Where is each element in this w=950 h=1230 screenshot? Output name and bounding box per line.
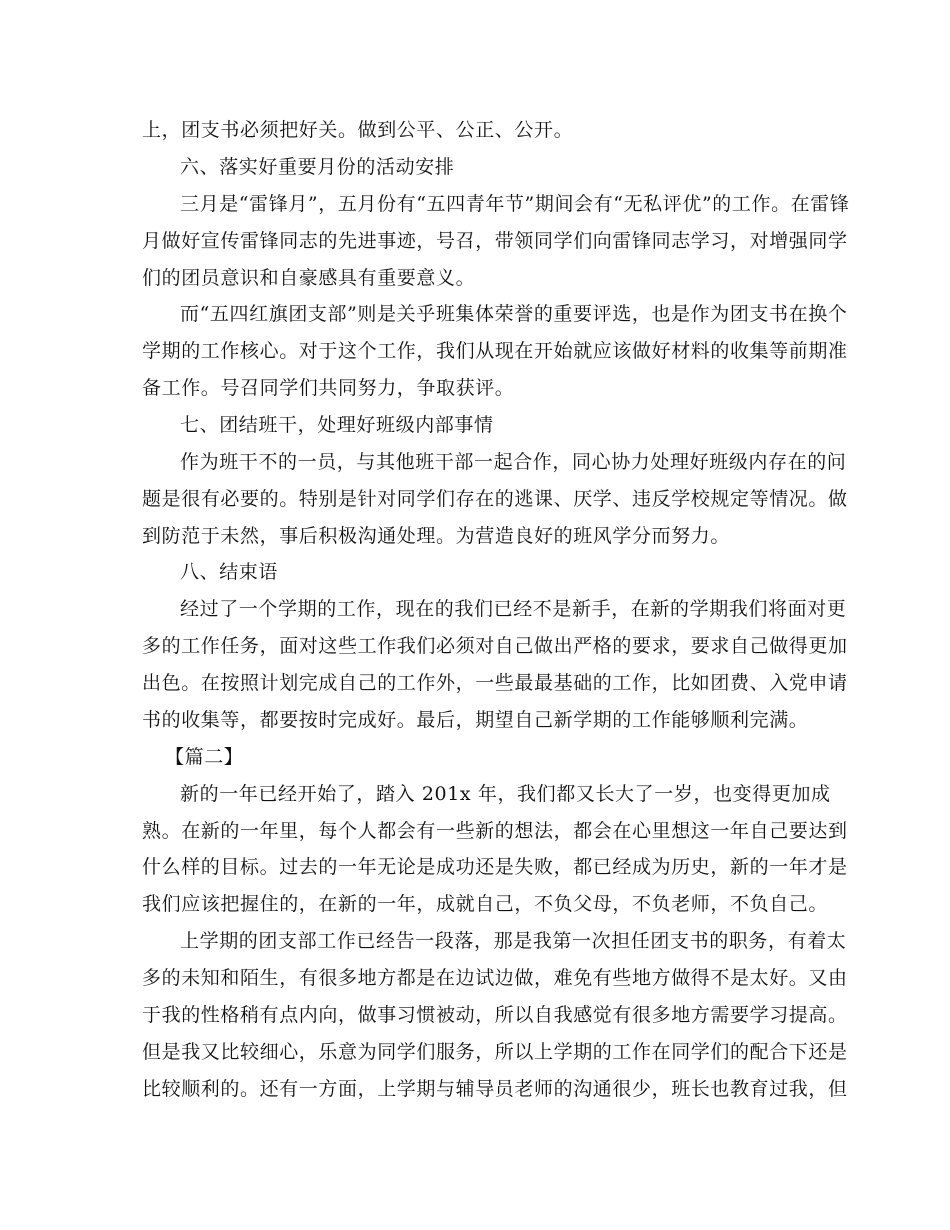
text-line: 月做好宣传雷锋同志的先进事迹，号召，带领同学们向雷锋同志学习，对增强同学 [142, 230, 848, 252]
text-line: 到防范于未然，事后积极沟通处理。为营造良好的班风学分而努力。 [142, 525, 731, 547]
text-line: 但是我又比较细心，乐意为同学们服务，所以上学期的工作在同学们的配合下还是 [142, 1041, 848, 1063]
text-line: 出色。在按照计划完成自己的工作外，一些最最基础的工作，比如团费、入党申请 [142, 672, 848, 694]
text-line: 比较顺利的。还有一方面，上学期与辅导员老师的沟通很少，班长也教育过我，但 [142, 1078, 848, 1100]
text-line: 经过了一个学期的工作，现在的我们已经不是新手，在新的学期我们将面对更 [180, 598, 847, 620]
text-line: 作为班干不的一员，与其他班干部一起合作，同心协力处理好班级内存在的问 [180, 451, 847, 473]
text-line: 三月是“雷锋月”，五月份有“五四青年节”期间会有“无私评优”的工作。在雷锋 [180, 193, 850, 215]
text-line: 们的团员意识和自豪感具有重要意义。 [142, 267, 476, 289]
text-line: 多的工作任务，面对这些工作我们必须对自己做出严格的要求，要求自己做得更加 [142, 635, 848, 657]
text-line: 新的一年已经开始了，踏入 201x 年，我们都又长大了一岁，也变得更加成 [180, 783, 831, 805]
text-line: 书的收集等，都要按时完成好。最后，期望自己新学期的工作能够顺利完满。 [142, 709, 809, 731]
text-line: 于我的性格稍有点内向，做事习惯被动，所以自我感觉有很多地方需要学习提高。 [142, 1004, 848, 1026]
text-line: 什么样的目标。过去的一年无论是成功还是失败，都已经成为历史，新的一年才是 [142, 856, 848, 878]
section-heading: 七、团结班干，处理好班级内部事情 [180, 414, 494, 436]
section-heading: 八、结束语 [180, 561, 279, 583]
text-line: 熟。在新的一年里，每个人都会有一些新的想法，都会在心里想这一年自己要达到 [142, 820, 848, 842]
text-line: 多的未知和陌生，有很多地方都是在边试边做，难免有些地方做得不是太好。又由 [142, 967, 848, 989]
text-line: 学期的工作核心。对于这个工作，我们从现在开始就应该做好材料的收集等前期准 [142, 340, 848, 362]
text-line: 上学期的团支部工作已经告一段落，那是我第一次担任团支书的职务，有着太 [180, 930, 847, 952]
text-line: 备工作。号召同学们共同努力，争取获评。 [142, 377, 515, 399]
section-heading: 六、落实好重要月份的活动安排 [180, 156, 455, 178]
part-heading: 【篇二】 [165, 746, 244, 768]
text-line: 而“五四红旗团支部”则是关乎班集体荣誉的重要评选，也是作为团支书在换个 [180, 303, 848, 325]
text-line: 我们应该把握住的，在新的一年，成就自己，不负父母，不负老师，不负自己。 [142, 893, 829, 915]
text-line: 题是很有必要的。特别是针对同学们存在的逃课、厌学、违反学校规定等情况。做 [142, 488, 848, 510]
text-line: 上，团支书必须把好关。做到公平、公正、公开。 [142, 119, 574, 141]
